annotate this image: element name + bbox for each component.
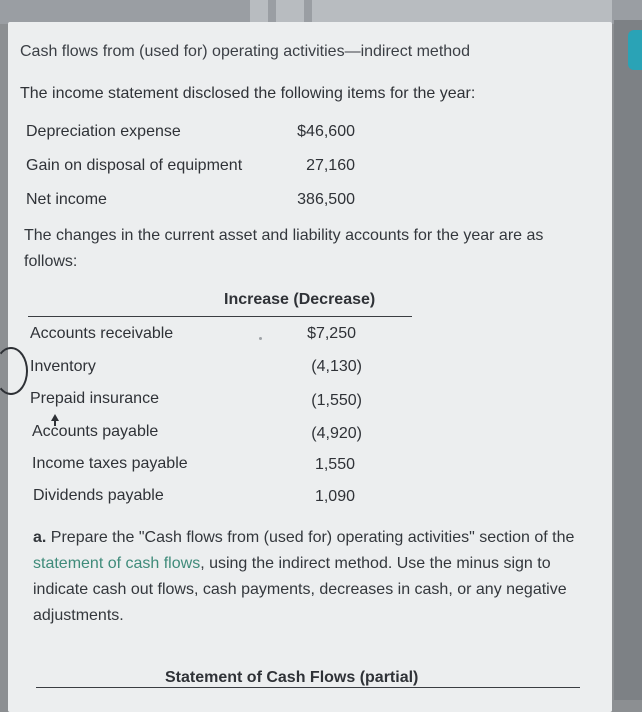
side-tab[interactable] <box>628 30 642 70</box>
statement-title: Statement of Cash Flows (partial) <box>165 669 419 686</box>
statement-title-rule <box>36 687 580 688</box>
change-label-accounts-payable: Accounts payable <box>32 423 159 440</box>
income-value-depreciation: $46,600 <box>297 123 355 140</box>
statement-of-cash-flows-link[interactable]: statement of cash flows <box>33 555 201 572</box>
change-value-inventory: (4,130) <box>311 358 362 375</box>
change-value-dividends-payable: 1,090 <box>314 488 355 505</box>
change-label-prepaid-insurance: Prepaid insurance <box>30 390 159 407</box>
income-value-net-income: 386,500 <box>297 191 355 208</box>
change-label-dividends-payable: Dividends payable <box>33 487 164 504</box>
change-label-inventory: Inventory <box>30 358 96 375</box>
top-bar-segment <box>276 0 304 24</box>
income-label-net-income: Net income <box>26 191 107 208</box>
header-rule <box>28 316 412 317</box>
change-value-accounts-payable: (4,920) <box>311 425 362 442</box>
top-bar-segment <box>250 0 268 24</box>
change-value-accounts-receivable: $7,250 <box>307 325 356 342</box>
instruction-paragraph <box>33 525 593 629</box>
changes-intro: The changes in the current asset and liability accounts for the year are as follows: <box>24 227 544 270</box>
problem-title: Cash flows from (used for) operating activities—indirect method <box>20 43 470 60</box>
right-margin <box>614 20 642 700</box>
browser-top-bar <box>0 0 642 24</box>
instruction-text-1: Prepare the "Cash flows from (used for) operating activities" section of the <box>46 529 575 546</box>
change-value-prepaid-insurance: (1,550) <box>311 392 362 409</box>
income-intro: The income statement disclosed the following items for the year: <box>20 85 476 102</box>
instruction-text-2: , using the indirect method. Use the minus sign to indicate cash out flows, cash payments, decreases in cash, or any negative adjustments. <box>33 555 567 624</box>
income-label-gain: Gain on disposal of equipment <box>26 157 243 174</box>
income-value-gain: 27,160 <box>306 157 355 174</box>
change-value-income-taxes-payable: 1,550 <box>314 456 355 473</box>
top-bar-segment <box>312 0 612 24</box>
instruction-part-label: a. <box>33 529 47 546</box>
income-label-depreciation: Depreciation expense <box>26 123 181 140</box>
changes-column-header: Increase (Decrease) <box>224 291 376 308</box>
change-label-income-taxes-payable: Income taxes payable <box>32 455 188 472</box>
change-label-accounts-receivable: Accounts receivable <box>30 325 174 342</box>
